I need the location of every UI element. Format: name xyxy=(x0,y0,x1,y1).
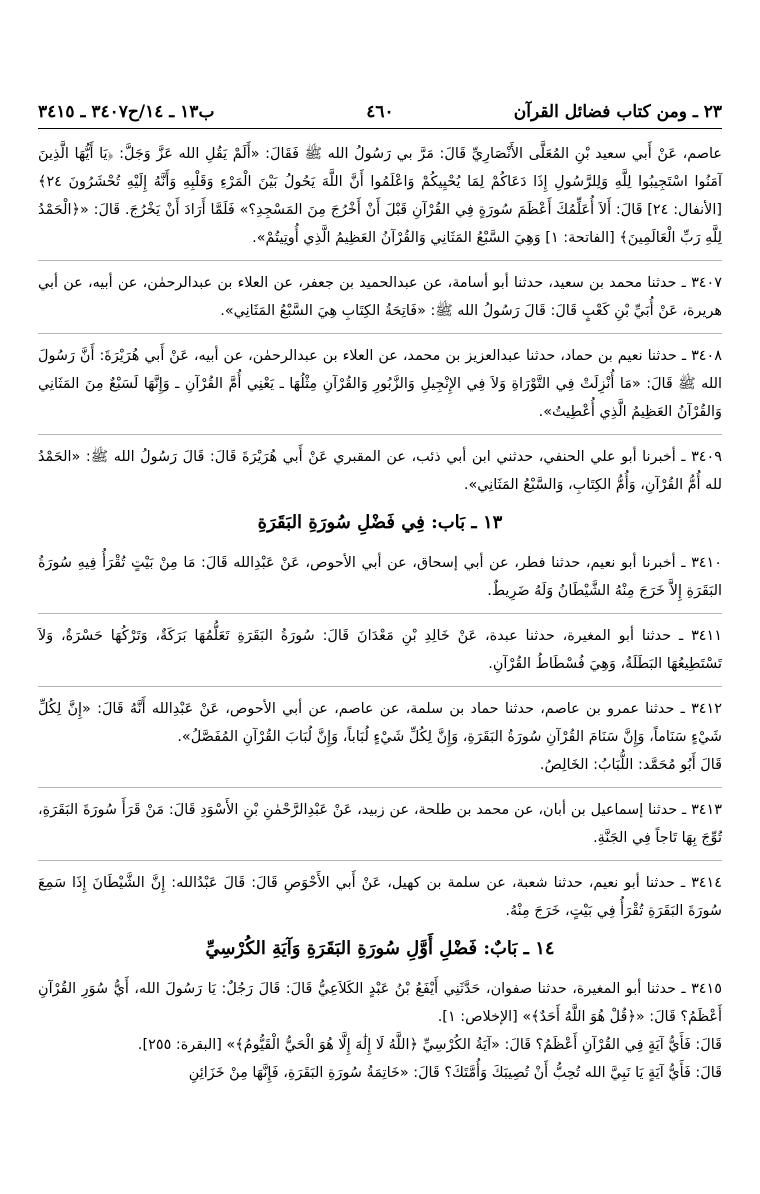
hadith-3410: ٣٤١٠ ـ أخبرنا أبو نعيم، حدثنا فطر، عن أبي إسحاق، عن أبي الأحوص، عَنْ عَبْدِالله قَالَ: مَا مِنْ بَيْتٍ تُقْرَأُ فِيهِ سُورَةُ البَقَرَةِ إِلاَّ خَرَجَ مِنْهُ الشَّيْطَانُ وَلَهُ ضَرِيطٌ. xyxy=(38,555,722,599)
hadith-3415-part2: قَالَ: فَأَيُّ آيَةٍ فِي القُرْآنِ أَعْظَمُ؟ قَالَ: «آيَةُ الكُرْسِيِّ ﴿اللَّهُ لَا إِلَٰهَ إِلَّا هُوَ الْحَيُّ الْقَيُّومُ﴾» [البقرة: ٢٥٥]. xyxy=(137,1037,722,1053)
hadith-3412-note: قَالَ أَبُو مُحَمَّد: اللُّبَابُ: الخَالِصُ. xyxy=(539,757,722,773)
chapter-heading-13: ١٣ ـ بَاب: فِي فَضْلِ سُورَةِ البَقَرَةِ xyxy=(257,512,503,533)
hadith-3415-part3: قَالَ: فَأَيُّ آيَةٍ يَا نَبِيَّ الله تُحِبُّ أَنْ تُصِيبَكَ وَأُمَّتَكَ؟ قَالَ: «خَاتِمَةُ سُورَةِ البَقَرَةِ، فَإِنَّهَا مِنْ خَزَائِنِ xyxy=(188,1065,722,1081)
divider xyxy=(38,686,722,687)
hadith-continuation: عاصم، عَنْ أَبي سعيد بْنِ المُعَلَّى الأَنْصَارِيِّ قَالَ: مَرَّ بي رَسُولُ الله ﷺ فَقَالَ: «أَلَمْ يَقُلِ الله عَزَّ وَجَلَّ: ﴿يَا أَيُّهَا الَّذِينَ آمَنُوا اسْتَجِيبُوا لِلَّهِ وَلِلرَّسُولِ إِذَا دَعَاكُمْ لِمَا يُحْيِيكُمْ وَاعْلَمُوا أَنَّ اللَّهَ يَحُولُ بَيْنَ الْمَرْءِ وَقَلْبِهِ وَأَنَّهُ إِلَيْهِ تُحْشَرُونَ ٢٤﴾ [الأنفال: ٢٤] قَالَ: أَلاَ أُعَلِّمُكَ أَعْظَمَ سُورَةٍ فِي القُرْآنِ قَبْلَ أَنْ أَخْرُجَ مِنَ المَسْجِدِ؟» فَلَمَّا أَرَادَ أَنْ يَخْرُجَ. قَالَ: «﴿الْحَمْدُ لِلَّهِ رَبِّ الْعَالَمِينَ﴾ [الفاتحة: ١] وَهِيَ السَّبْعُ المَثَانِي وَالقُرْآنُ العَظِيمُ الَّذِي أُوتِيتُمْ». xyxy=(38,146,723,246)
divider xyxy=(38,860,722,861)
hadith-3409: ٣٤٠٩ ـ أخبرنا أبو علي الحنفي، حدثني ابن أبي ذئب، عن المقبري عَنْ أَبي هُرَيْرَةَ قَالَ: قَالَ رَسُولُ الله ﷺ: «الحَمْدُ لله أُمُّ القُرْآنِ، وَأُمُّ الكِتَابِ، وَالسَّبْعُ المَثَانِي». xyxy=(38,449,722,493)
hadith-3407: ٣٤٠٧ ـ حدثنا محمد بن سعيد، حدثنا أبو أسامة، عن عبدالحميد بن جعفر، عن العلاء بن عبدالرحمٰن، عن أبيه، عن أبي هريرة، عَنْ أُبَيِّ بْنِ كَعْبٍ قَالَ: قَالَ رَسُولُ الله ﷺ: «فَاتِحَةُ الكِتَابِ هِيَ السَّبْعُ المَثَانِي». xyxy=(38,275,722,319)
section-reference: ب١٣ ـ ١٤/ح٣٤٠٧ ـ ٣٤١٥ xyxy=(38,102,215,122)
page-header xyxy=(38,96,722,128)
divider xyxy=(38,333,722,334)
hadith-3411: ٣٤١١ ـ حدثنا أبو المغيرة، حدثنا عبدة، عَنْ خَالِدِ بْنِ مَعْدَانَ قَالَ: سُورَةُ البَقَرَةِ تَعَلُّمُهَا بَرَكَةٌ، وَتَرْكُهَا حَسْرَةٌ، وَلاَ تَسْتَطِيعُهَا البَطَلَةُ، وَهِيَ فُسْطَاطُ القُرْآنِ. xyxy=(38,628,722,672)
hadith-3414: ٣٤١٤ ـ حدثنا أبو نعيم، حدثنا شعبة، عن سلمة بن كهيل، عَنْ أَبي الأَحْوَصِ قَالَ: قَالَ عَبْدُالله: إِنَّ الشَّيْطَانَ إِذَا سَمِعَ سُورَةَ البَقَرَةِ تُقْرَأُ فِي بَيْتٍ، خَرَجَ مِنْهُ. xyxy=(38,875,722,919)
hadith-3413: ٣٤١٣ ـ حدثنا إسماعيل بن أبان، عن محمد بن طلحة، عن زبيد، عَنْ عَبْدِالرَّحْمٰنِ بْنِ الأَسْوَدِ قَالَ: مَنْ قَرَأَ سُورَةَ البَقَرَةِ، تُوِّجَ بِهَا تَاجاً فِي الجَنَّةِ. xyxy=(38,802,722,846)
header-rule xyxy=(38,128,722,129)
divider xyxy=(38,787,722,788)
hadith-3415: ٣٤١٥ ـ حدثنا أبو المغيرة، حدثنا صفوان، حَدَّثَنِي أَيْفَعُ بْنُ عَبْدٍ الكَلاَعِيُّ قَالَ: قَالَ رَجُلٌ: يَا رَسُولَ الله، أَيُّ سُوَرِ القُرْآنِ أَعْظَمُ؟ قَالَ: «﴿قُلْ هُوَ اللَّهُ أَحَدٌ﴾» [الإخلاص: ١]. xyxy=(38,981,722,1025)
hadith-3412: ٣٤١٢ ـ حدثنا عمرو بن عاصم، حدثنا حماد بن سلمة، عن عاصم، عن أبي الأحوص، عَنْ عَبْدِالله أَنَّهُ قَالَ: «إِنَّ لِكُلِّ شَيْءٍ سَنَاماً، وَإِنَّ سَنَامَ القُرْآنِ سُورَةُ البَقَرَةِ، وَإِنَّ لِكُلِّ شَيْءٍ لُبَاباً، وَإِنَّ لُبَابَ القُرْآنِ المُفَصَّلُ». xyxy=(38,701,722,745)
chapter-title: ٢٣ ـ ومن كتاب فضائل القرآن xyxy=(513,102,722,122)
hadith-3408: ٣٤٠٨ ـ حدثنا نعيم بن حماد، حدثنا عبدالعزيز بن محمد، عن العلاء بن عبدالرحمٰن، عن أبيه، عَنْ أَبي هُرَيْرَةَ: أَنَّ رَسُولَ الله ﷺ قَالَ: «مَا أُنْزِلَتْ فِي التَّوْرَاةِ وَلاَ فِي الإِنْجِيلِ وَالزَّبُورِ وَالقُرْآنِ مِثْلُهَا ـ يَعْنِي أُمَّ القُرْآنِ ـ وَإِنَّهَا لَسَبْعٌ مِنَ المَثَانِي وَالقُرْآنُ العَظِيمُ الَّذِي أُعْطِيتُ». xyxy=(38,348,722,420)
divider xyxy=(38,260,722,261)
divider xyxy=(38,434,722,435)
page-number: ٤٦٠ xyxy=(366,102,394,122)
divider xyxy=(38,613,722,614)
chapter-heading-14: ١٤ ـ بَابٌ: فَضْلِ أَوَّلِ سُورَةِ البَقَرَةِ وَآيَةِ الكُرْسِيِّ xyxy=(205,938,555,959)
page-body xyxy=(38,140,722,1087)
